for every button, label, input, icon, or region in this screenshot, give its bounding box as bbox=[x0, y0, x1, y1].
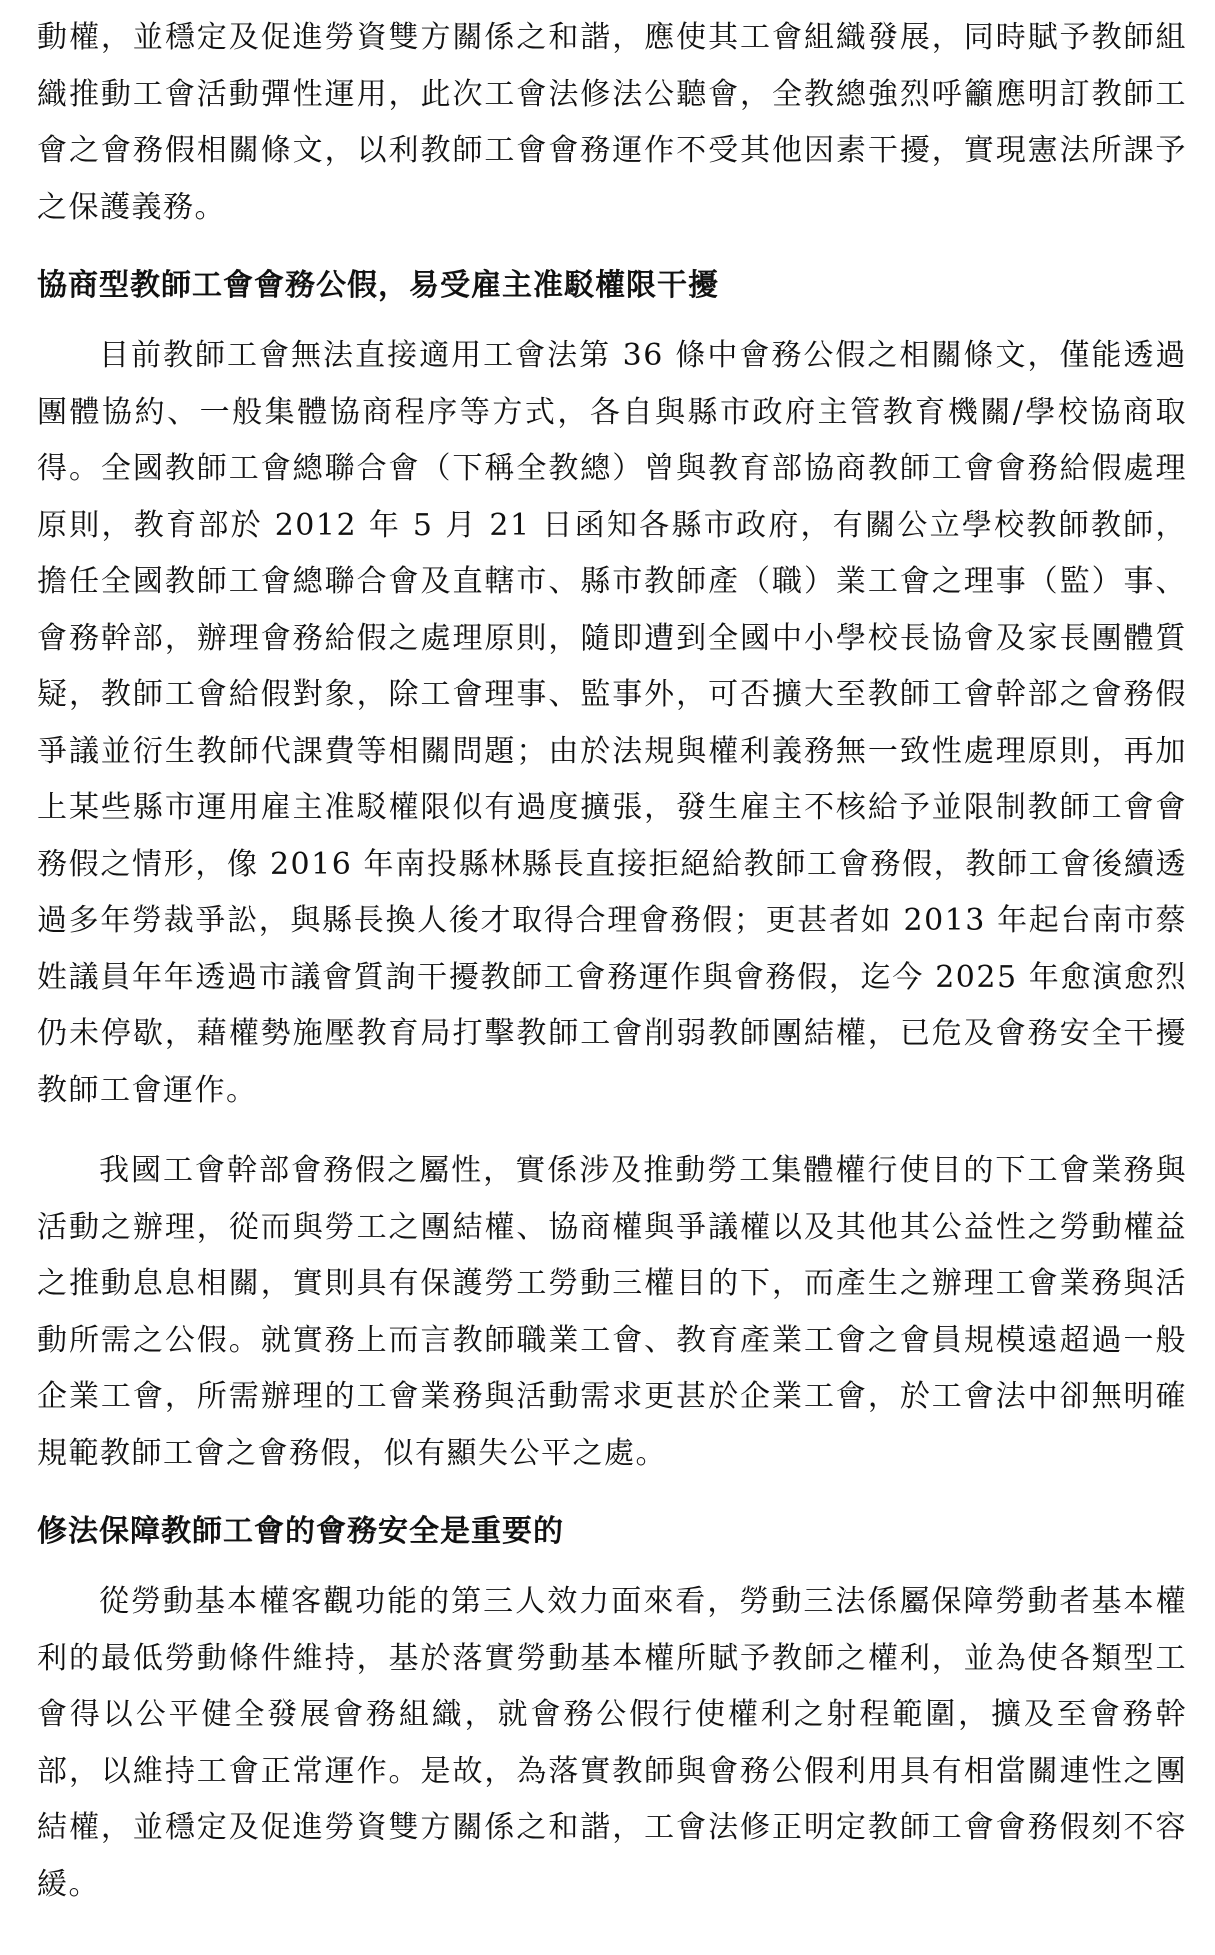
spacer bbox=[37, 1119, 1187, 1143]
section1-paragraph-1: 目前教師工會無法直接適用工會法第 36 條中會務公假之相關條文，僅能透過團體協約、一般集體協商程序等方式，各自與縣市政府主管教育機關/學校協商取得。全國教師工會總聯合會（下稱全教總）曾與教育部協商教師工會會務給假處理原則，教育部於 2012 年 5 月 21 日函知各縣市政府，有關公立學校教師教師，擔任全國教師工會總聯合會及直轄市、縣市教師產（職）業工會之理事（監）事、會務幹部，辦理會務給假之處理原則，隨即遭到全國中小學校長協會及家長團體質疑，教師工會給假對象，除工會理事、監事外，可否擴大至教師工會幹部之會務假爭議並衍生教師代課費等相關問題；由於法規與權利義務無一致性處理原則，再加上某些縣市運用雇主准駁權限似有過度擴張，發生雇主不核給予並限制教師工會會務假之情形，像 2016 年南投縣林縣長直接拒絕給教師工會務假，教師工會後續透過多年勞裁爭訟，與縣長換人後才取得合理會務假；更甚者如 2013 年起台南市蔡姓議員年年透過市議會質詢干擾教師工會務運作與會務假，迄今 2025 年愈演愈烈仍未停歇，藉權勢施壓教育局打擊教師工會削弱教師團結權，已危及會務安全干擾教師工會運作。 bbox=[37, 338, 1187, 1108]
spacer bbox=[37, 1560, 1187, 1574]
intro-paragraph: 動權，並穩定及促進勞資雙方關係之和諧，應使其工會組織發展，同時賦予教師組織推動工會活動彈性運用，此次工會法修法公聽會，全教總強烈呼籲應明訂教師工會之會務假相關條文，以利教師工會會務運作不受其他因素干擾，實現憲法所課予之保護義務。 bbox=[37, 20, 1187, 225]
section2-heading: 修法保障教師工會的會務安全是重要的 bbox=[37, 1514, 564, 1549]
section1-paragraph-2: 我國工會幹部會務假之屬性，實係涉及推動勞工集體權行使目的下工會業務與活動之辦理，從而與勞工之團結權、協商權與爭議權以及其他其公益性之勞動權益之推動息息相關，實則具有保護勞工勞動三權目的下，而產生之辦理工會業務與活動所需之公假。就實務上而言教師職業工會、教育產業工會之會員規模遠超過一般企業工會，所需辦理的工會業務與活動需求更甚於企業工會，於工會法中卻無明確規範教師工會之會務假，似有顯失公平之處。 bbox=[37, 1153, 1187, 1471]
spacer bbox=[37, 236, 1187, 258]
spacer bbox=[37, 1482, 1187, 1504]
spacer bbox=[37, 314, 1187, 328]
section1-heading: 協商型教師工會會務公假，易受雇主准駁權限干擾 bbox=[37, 268, 719, 303]
section2-paragraph-1: 從勞動基本權客觀功能的第三人效力面來看，勞動三法係屬保障勞動者基本權利的最低勞動條件維持，基於落實勞動基本權所賦予教師之權利，並為使各類型工會得以公平健全發展會務組織，就會務公假行使權利之射程範圍，擴及至會務幹部，以維持工會正常運作。是故，為落實教師與會務公假利用具有相當關連性之團結權，並穩定及促進勞資雙方關係之和諧，工會法修正明定教師工會會務假刻不容緩。 bbox=[37, 1584, 1187, 1902]
document-page bbox=[37, 10, 1187, 1913]
